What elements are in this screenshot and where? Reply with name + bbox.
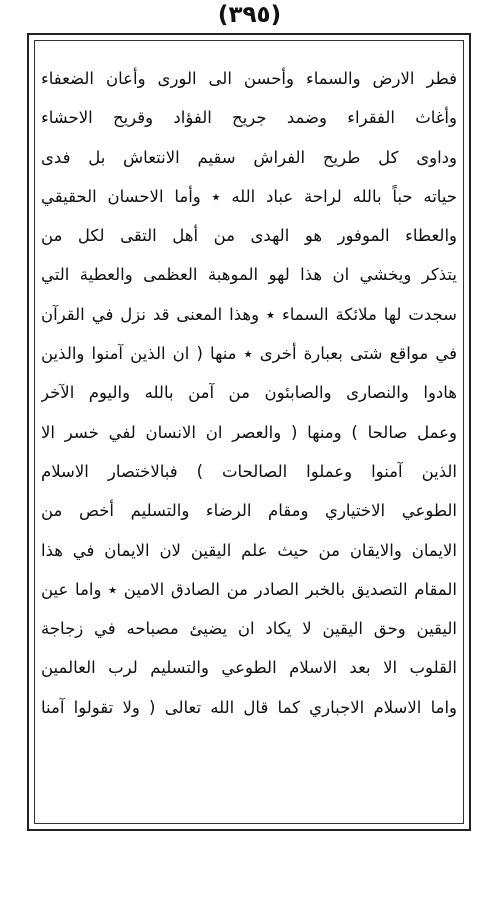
text-line: الطوعي الاختياري ومقام الرضاء والتسليم أخص من — [41, 501, 457, 521]
text-line: القلوب الا بعد الاسلام الطوعي والتسليم لرب العالمين — [41, 658, 457, 678]
text-line: فطر الارض والسماء وأحسن الى الورى وأعان الضعفاء — [41, 69, 457, 88]
text-line: سجدت لها ملائكة السماء ٭ وهذا المعنى قد نزل في القرآن — [41, 304, 457, 324]
text-line: الايمان والايقان من حيث علم اليقين لان الايمان في هذا — [41, 540, 457, 560]
text-line: المقام التصديق بالخبر الصادر من الصادق الامين ٭ واما عين — [41, 579, 457, 599]
text-line: الذين آمنوا وعملوا الصالحات ) فبالاختصار الاسلام — [41, 461, 457, 481]
text-line: هادوا والنصارى والصابئون من آمن بالله واليوم الآخر — [41, 383, 457, 403]
text-line: حياته حباً بالله لراحة عباد الله ٭ وأما الاحسان الحقيقي — [41, 186, 457, 206]
text-line: وداوى كل طريح الفراش سقيم الانتعاش بل فدى — [41, 147, 457, 167]
text-line: وأغاث الفقراء وضمد جريح الفؤاد وقريح الاحشاء — [41, 108, 457, 128]
text-line: اليقين وحق اليقين لا يكاد ان يضيئ مصباحه في زجاجة — [41, 619, 457, 639]
text-body — [41, 59, 457, 727]
page-number: (٣٩٥) — [217, 2, 282, 28]
text-line: والعطاء الموفور هو الهدى من أهل التقى لكل من — [41, 226, 457, 246]
text-line: يتذكر ويخشي ان هذا لهو الموهبة العظمى والعطية التي — [41, 265, 457, 285]
page-inner-border — [34, 40, 464, 824]
text-line: في مواقع شتى بعبارة أخرى ٭ منها ( ان الذين آمنوا والذين — [41, 344, 457, 364]
text-line: واما الاسلام الاجباري كما قال الله تعالى ( ولا تقولوا آمنا — [41, 697, 457, 717]
page-border — [27, 33, 471, 831]
text-line: وعمل صالحا ) ومنها ( والعصر ان الانسان لفي خسر الا — [41, 422, 457, 442]
